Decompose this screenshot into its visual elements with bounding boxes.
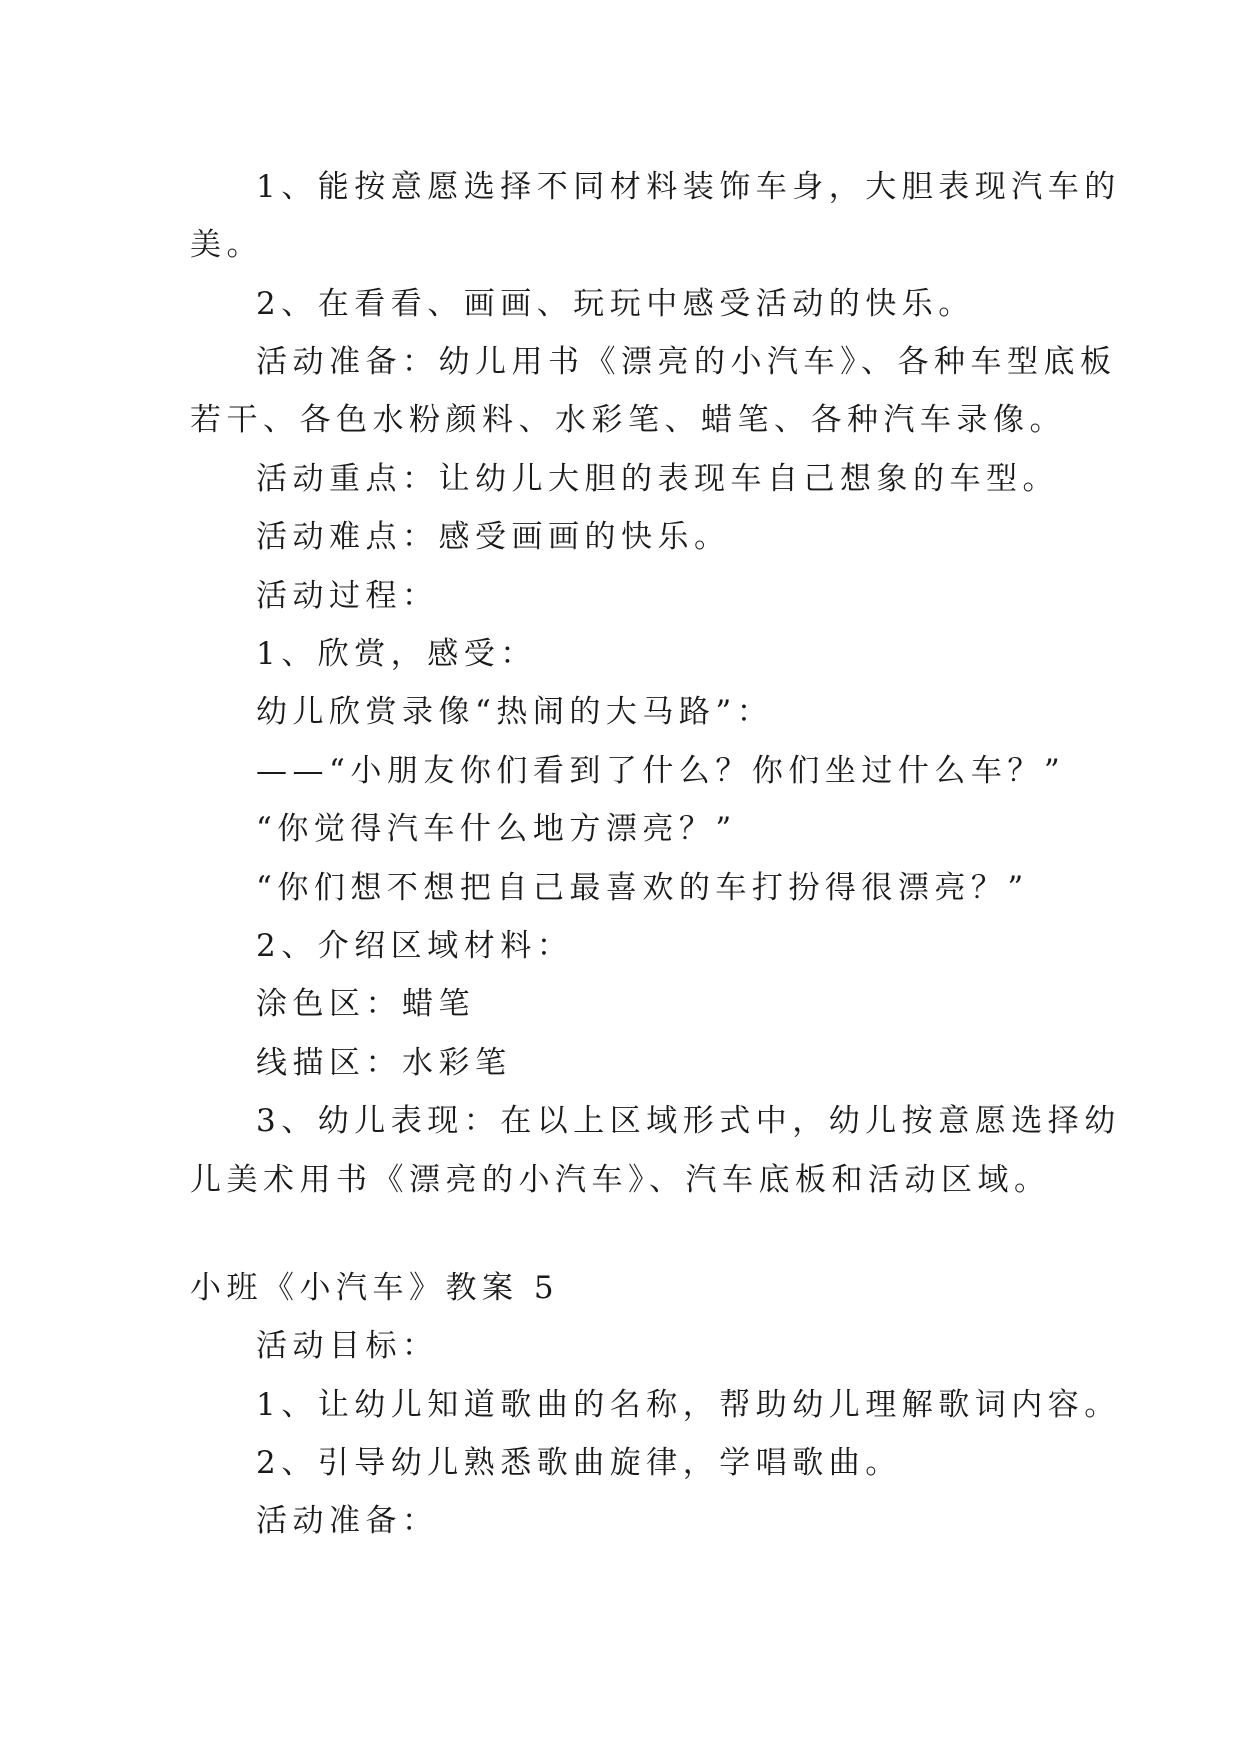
goal-2: 2、在看看、画画、玩玩中感受活动的快乐。	[256, 286, 975, 322]
step-2-heading: 2、介绍区域材料：	[256, 928, 574, 964]
goal-2-new: 2、引导幼儿熟悉歌曲旋律，学唱歌曲。	[256, 1445, 902, 1481]
quote-1: ——“小朋友你们看到了什么？你们坐过什么车？”	[256, 753, 1066, 789]
quote-3: “你们想不想把自己最喜欢的车打扮得很漂亮？”	[256, 870, 1029, 906]
coloring-area: 涂色区：蜡笔	[256, 986, 475, 1022]
difficulty: 活动难点：感受画画的快乐。	[256, 519, 731, 555]
section-title: 小班《小汽车》教案 5	[190, 1270, 560, 1306]
goals-heading: 活动目标：	[256, 1328, 439, 1364]
step-3-line-1: 3、幼儿表现：在以上区域形式中，幼儿按意愿选择幼	[256, 1103, 1121, 1139]
line-drawing-area: 线描区：水彩笔	[256, 1045, 512, 1081]
goal-1-line-1: 1、能按意愿选择不同材料装饰车身，大胆表现汽车的	[256, 169, 1121, 205]
step-3-line-2: 儿美术用书《漂亮的小汽车》、汽车底板和活动区域。	[190, 1162, 1051, 1198]
preparation-line-2: 若干、各色水粉颜料、水彩笔、蜡笔、各种汽车录像。	[190, 402, 1066, 438]
quote-2: “你觉得汽车什么地方漂亮？”	[256, 811, 737, 847]
process-heading: 活动过程：	[256, 578, 439, 614]
step-1-text: 幼儿欣赏录像“热闹的大马路”：	[256, 694, 774, 730]
goal-1-line-2: 美。	[190, 227, 263, 263]
step-1-heading: 1、欣赏，感受：	[256, 636, 537, 672]
key-point: 活动重点：让幼儿大胆的表现车自己想象的车型。	[256, 461, 1059, 497]
preparation-line-1: 活动准备：幼儿用书《漂亮的小汽车》、各种车型底板	[256, 344, 1117, 380]
preparation-heading: 活动准备：	[256, 1503, 439, 1539]
goal-1-new: 1、让幼儿知道歌曲的名称，帮助幼儿理解歌词内容。	[256, 1387, 1121, 1423]
